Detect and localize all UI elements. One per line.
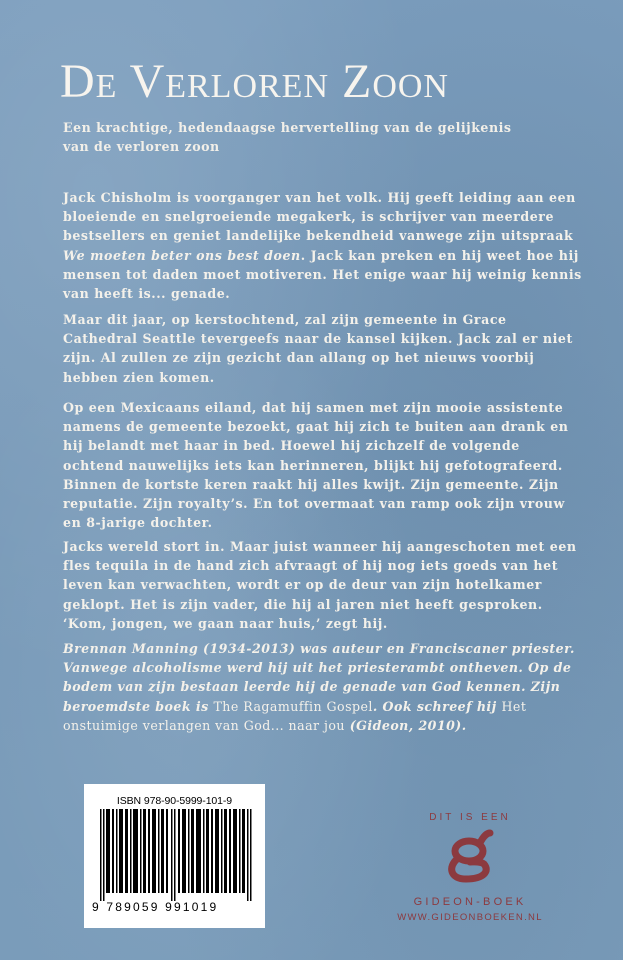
blurb-paragraph-2 <box>63 310 583 387</box>
blurb-text: . Jack kan preken en hij weet hoe hij mensen tot daden moet motiveren. Het enige waar hij weinig kennis van heeft is... genade. <box>63 247 582 302</box>
book-title-ragamuffin: The Ragamuffin Gospel <box>213 698 373 714</box>
blurb-text: Jack Chisholm is voorganger van het volk. Hij geeft leiding aan een bloeiende en snelgroeiende megakerk, is schrijver van meerdere bestsellers en geniet landelijke bekendheid vanwege zijn uitspraak <box>63 190 576 244</box>
blurb-paragraph-1 <box>63 188 583 303</box>
subtitle-line-1: Een krachtige, hedendaagse hervertelling van de gelijkenis <box>63 120 512 135</box>
publisher-tagline: DIT IS EEN <box>429 812 511 823</box>
bio-text: . Ook schreef hij <box>372 698 502 714</box>
publisher-block <box>395 812 545 923</box>
quote-italic: We moeten beter ons best doen <box>63 247 301 263</box>
book-title-verlangen: Het onstuimige verlangen van God... naar jou <box>63 698 527 733</box>
blurb-paragraph-3 <box>63 398 583 532</box>
subtitle-line-2: van de verloren zoon <box>63 139 220 154</box>
blurb-text: Jacks wereld stort in. Maar juist wanneer hij aangeschoten met een fles tequila in de hand zich afvraagt of hij nog iets goeds van het leven kan verwachten, wordt er op de deur van zijn hotelkamer geklopt. Het is zijn vader, die hij al jaren niet heeft gesproken. ‘Kom, jongen, we gaan naar huis,’ zegt hij. <box>63 539 577 631</box>
publisher-name: GIDEON-BOEK <box>413 896 527 908</box>
barcode-digits: 9 789059 991019 <box>92 900 219 914</box>
book-title: De Verloren Zoon <box>60 55 449 108</box>
bio-text: (Gideon, 2010). <box>344 717 467 733</box>
blurb-text: Op een Mexicaans eiland, dat hij samen met zijn mooie assistente namens de gemeente bezoekt, gaat hij zich te buiten aan drank en hij belandt met haar in bed. Hoewel hij zichzelf de volgende ochtend nauwelijks iets kan herinneren, blijkt hij gefotografeerd. Binnen de kortste keren raakt hij alles kwijt. Zijn gemeente. Zijn reputatie. Zijn royalty’s. En tot overmaat van ramp ook zijn vrouw en 8-jarige dochter. <box>63 400 569 531</box>
blurb-paragraph-4 <box>63 537 583 633</box>
gideon-g-logo-icon <box>440 829 500 887</box>
barcode-icon <box>100 809 252 901</box>
author-bio <box>63 639 588 735</box>
book-subtitle <box>63 118 583 156</box>
blurb-text: Maar dit jaar, op kerstochtend, zal zijn gemeente in Grace Cathedral Seattle tevergeefs naar de kansel kijken. Jack zal er niet zijn. Al zullen ze zijn gezicht dan allang op het nieuws voorbij hebben zien komen. <box>63 312 573 385</box>
isbn-barcode <box>84 784 265 928</box>
bio-text: Brennan Manning (1934-2013) was auteur en Franciscaner priester. Vanwege alcoholisme werd hij uit het priesterambt ontheven. Op de bodem van zijn bestaan leerde hij de genade van God kennen. Zijn beroemdste boek is <box>63 641 575 714</box>
publisher-url: WWW.GIDEONBOEKEN.NL <box>397 912 543 923</box>
isbn-label: ISBN 978-90-5999-101-9 <box>116 795 233 807</box>
